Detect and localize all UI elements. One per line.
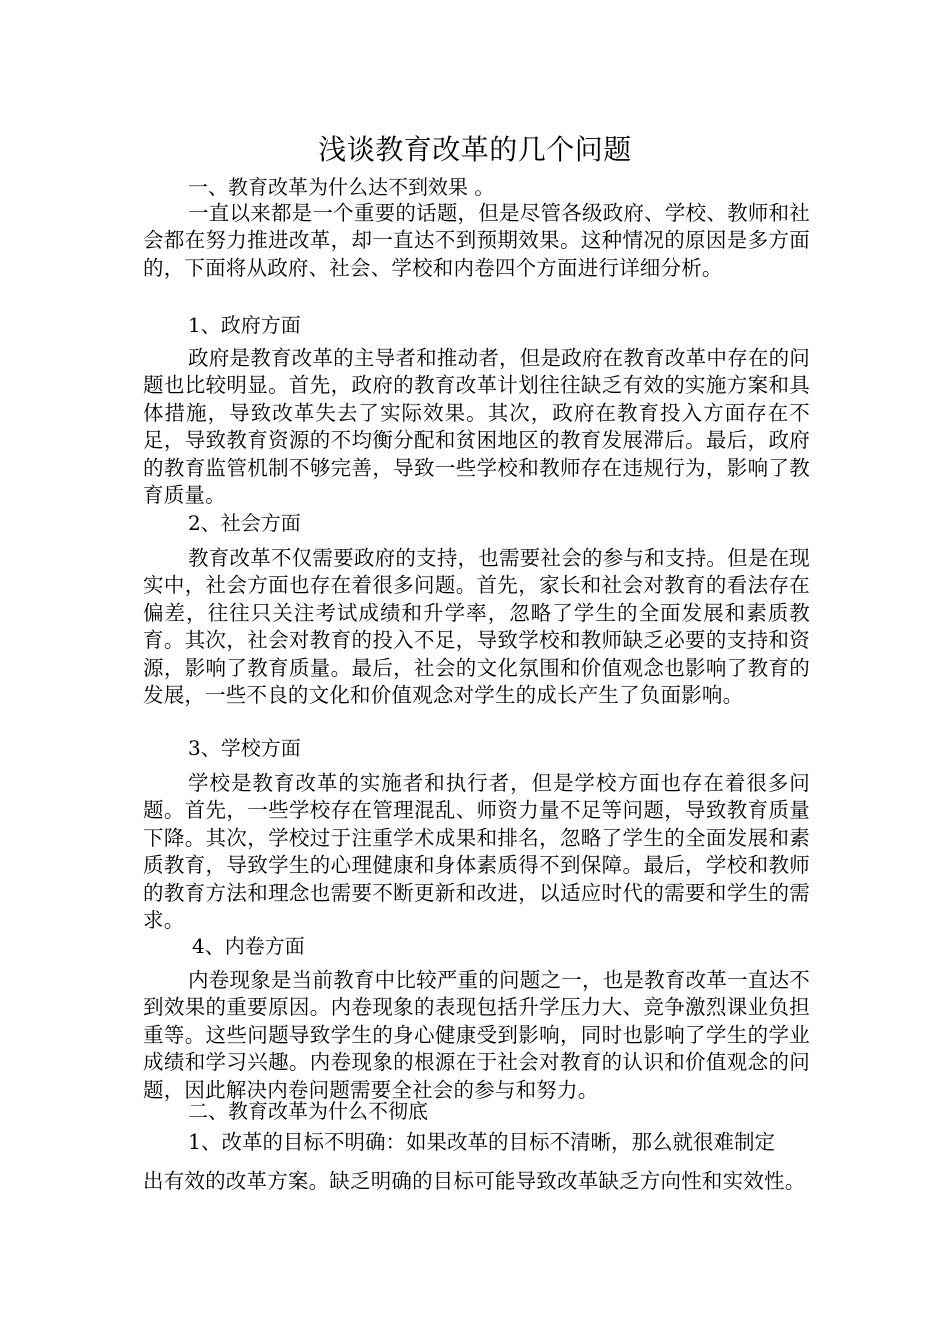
paragraph-society: 教育改革不仅需要政府的支持，也需要社会的参与和支持。但是在现实中，社会方面也存在着很多问题。首先，家长和社会对教育的看法存在偏差，往往只关注考试成绩和升学率，忽略了学生的全面发展和素质教育。其次，社会对教育的投入不足，导致学校和教师缺乏必要的支持和资源，影响了教育质量。最后，社会的文化氛围和价值观念也影响了教育的发展，一些不良的文化和价值观念对学生的成长产生了负面影响。 [143,546,810,708]
item1-continuation: 出有效的改革方案。缺乏明确的目标可能导致改革缺乏方向性和实效性。 [143,1169,806,1193]
paragraph-involution: 内卷现象是当前教育中比较严重的问题之一，也是教育改革一直达不到效果的重要原因。内卷现象的表现包括升学压力大、竞争激烈课业负担重等。这些问题导致学生的身心健康受到影响，同时也影响了学生的学业成绩和学习兴趣。内卷现象的根源在于社会对教育的认识和价值观念的问题，因此解决内卷问题需要全社会的参与和努力。 [143,968,810,1102]
section-heading-2: 二、教育改革为什么不彻底 [188,1099,428,1123]
paragraph-school: 学校是教育改革的实施者和执行者，但是学校方面也存在着很多问题。首先，一些学校存在管理混乱、师资力量不足等问题，导致教育质量下降。其次，学校过于注重学术成果和排名，忽略了学生的全面发展和素质教育，导致学生的心理健康和身体素质得不到保障。最后，学校和教师的教育方法和理念也需要不断更新和改进，以适应时代的需要和学生的需求。 [143,771,810,933]
subsection-label-involution: 4、内卷方面 [192,934,305,958]
section-heading-1: 一、教育改革为什么达不到效果 。 [188,175,495,199]
subsection-label-government: 1、政府方面 [188,313,301,337]
document-title: 浅谈教育改革的几个问题 [318,133,632,166]
subsection-label-school: 3、学校方面 [188,736,301,760]
item1-first-line: 1、改革的目标不明确：如果改革的目标不清晰，那么就很难制定 [188,1130,776,1154]
subsection-label-society: 2、社会方面 [188,511,301,535]
paragraph-government: 政府是教育改革的主导者和推动者，但是政府在教育改革中存在的问题也比较明显。首先，政府的教育改革计划往往缺乏有效的实施方案和具体措施，导致改革失去了实际效果。其次，政府在教育投入方面存在不足，导致教育资源的不均衡分配和贫困地区的教育发展滞后。最后，政府的教育监管机制不够完善，导致一些学校和教师存在违规行为，影响了教育质量。 [143,346,810,508]
intro-paragraph: 一直以来都是一个重要的话题，但是尽管各级政府、学校、教师和社会都在努力推进改革，却一直达不到预期效果。这种情况的原因是多方面的，下面将从政府、社会、学校和内卷四个方面进行详细分析。 [143,201,810,280]
